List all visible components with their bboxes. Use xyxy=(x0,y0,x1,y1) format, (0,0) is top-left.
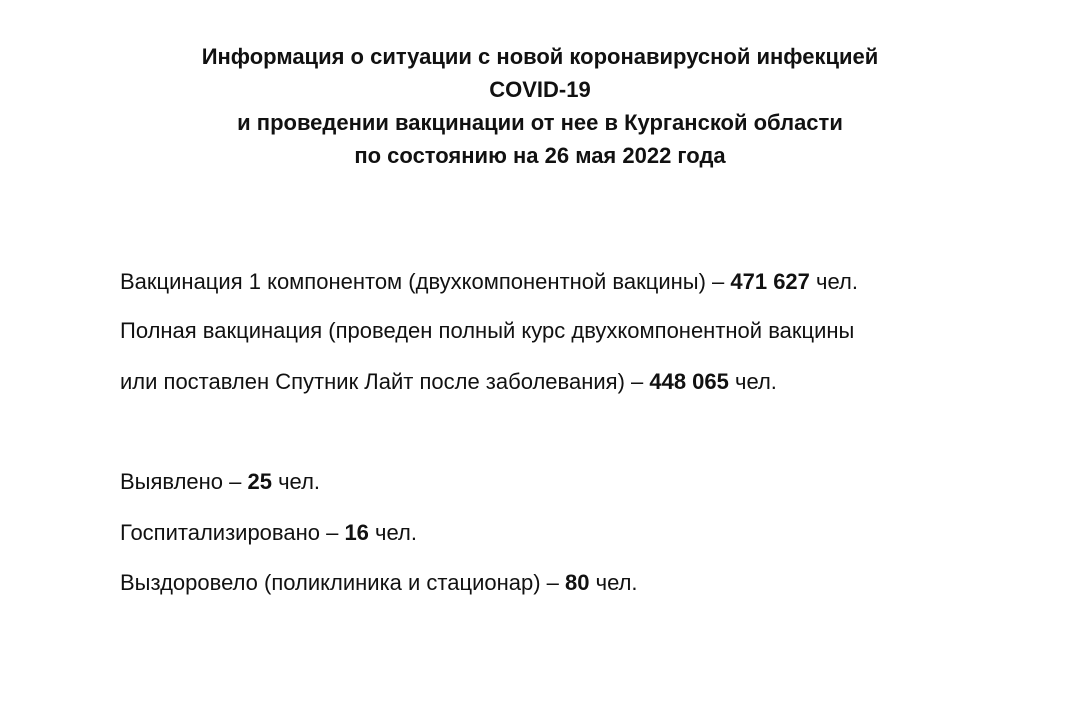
title-line-4: по состоянию на 26 мая 2022 года xyxy=(354,143,726,168)
hospitalized-value: 16 xyxy=(344,520,369,545)
recovered-line xyxy=(120,568,638,598)
recovered-label: Выздоровело (поликлиника и стационар) – xyxy=(120,570,566,595)
full-vaccination-label-1: Полная вакцинация (проведен полный курс двухкомпонентной вакцины xyxy=(120,318,855,343)
first-component-vaccination-line xyxy=(120,267,858,297)
detected-value: 25 xyxy=(247,469,272,494)
full-vaccination-unit: чел. xyxy=(728,369,777,394)
detected-unit: чел. xyxy=(271,469,321,494)
first-component-label: Вакцинация 1 компонентом (двухкомпонентной вакцины) – xyxy=(120,269,731,294)
full-vaccination-line-2 xyxy=(120,367,777,397)
recovered-value: 80 xyxy=(565,570,590,595)
title-line-1: Информация о ситуации с новой коронавирусной инфекцией xyxy=(201,44,879,69)
full-vaccination-value: 448 065 xyxy=(649,369,729,394)
hospitalized-unit: чел. xyxy=(368,520,417,545)
detected-label: Выявлено – xyxy=(120,469,248,494)
full-vaccination-line-1 xyxy=(120,316,854,346)
title-line-3: и проведении вакцинации от нее в Курганской области xyxy=(237,110,843,135)
hospitalized-label: Госпитализировано – xyxy=(120,520,345,545)
first-component-unit: чел. xyxy=(809,269,858,294)
hospitalized-line xyxy=(120,518,417,548)
full-vaccination-label-2: или поставлен Спутник Лайт после заболевания) – xyxy=(120,369,650,394)
title-line-2: COVID-19 xyxy=(489,77,591,102)
first-component-value: 471 627 xyxy=(730,269,810,294)
document-title xyxy=(0,40,1080,172)
detected-line xyxy=(120,467,320,497)
recovered-unit: чел. xyxy=(589,570,638,595)
